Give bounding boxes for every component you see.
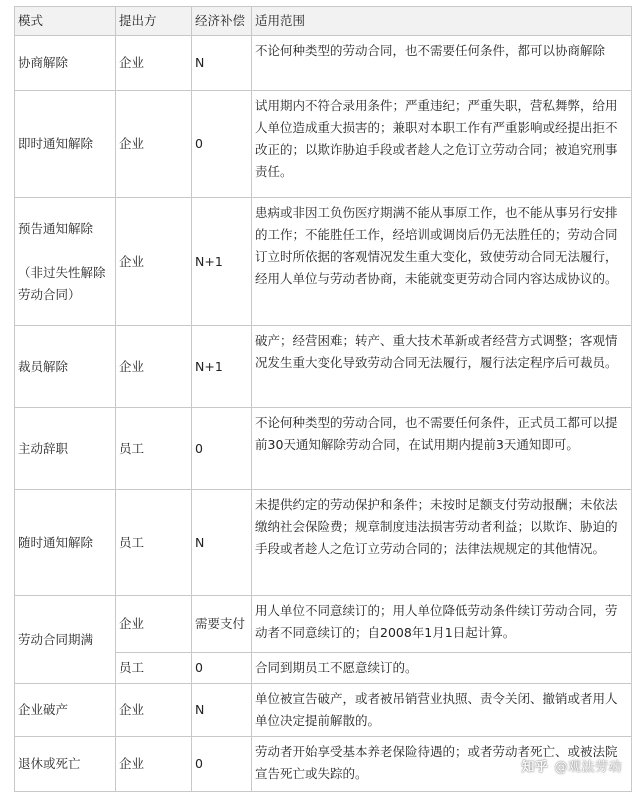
table-row bbox=[15, 596, 632, 653]
table-row bbox=[15, 326, 632, 408]
scope-cell: 合同到期员工不愿意续订的。 bbox=[252, 653, 632, 684]
table-row bbox=[15, 684, 632, 737]
compensation-cell: N bbox=[192, 490, 252, 596]
mode-cell: 随时通知解除 bbox=[15, 490, 116, 596]
party-cell: 企业 bbox=[116, 91, 192, 198]
mode-cell: 协商解除 bbox=[15, 36, 116, 91]
mode-label: 预告通知解除 bbox=[18, 220, 94, 236]
compensation-cell: N+1 bbox=[192, 326, 252, 408]
mode-cell: 劳动合同期满 bbox=[15, 596, 116, 684]
scope-cell: 不论何种类型的劳动合同，也不需要任何条件，正式员工都可以提前30天通知解除劳动合同，在试用期内提前3天通知即可。 bbox=[252, 408, 632, 490]
mode-cell: 退休或死亡 bbox=[15, 737, 116, 792]
compensation-cell: 需要支付 bbox=[192, 596, 252, 653]
header-mode: 模式 bbox=[15, 7, 116, 36]
mode-note: （非过失性解除劳动合同） bbox=[18, 264, 106, 302]
party-cell: 企业 bbox=[116, 326, 192, 408]
compensation-cell: N bbox=[192, 36, 252, 91]
scope-cell: 单位被宣告破产，或者被吊销营业执照、责令关闭、撤销或者用人单位决定提前解散的。 bbox=[252, 684, 632, 737]
table-row bbox=[15, 490, 632, 596]
scope-cell: 破产；经营困难；转产、重大技术革新或者经营方式调整；客观情况发生重大变化导致劳动合同无法履行，履行法定程序后可裁员。 bbox=[252, 326, 632, 408]
mode-cell: 即时通知解除 bbox=[15, 91, 116, 198]
party-cell: 企业 bbox=[116, 198, 192, 326]
mode-cell: 裁员解除 bbox=[15, 326, 116, 408]
compensation-cell: N+1 bbox=[192, 198, 252, 326]
table-row bbox=[15, 36, 632, 91]
party-cell: 员工 bbox=[116, 490, 192, 596]
mode-cell bbox=[15, 198, 116, 326]
mode-cell: 企业破产 bbox=[15, 684, 116, 737]
scope-cell: 用人单位不同意续订的；用人单位降低劳动条件续订劳动合同，劳动者不同意续订的；自2008年1月1日起计算。 bbox=[252, 596, 632, 653]
party-cell: 企业 bbox=[116, 596, 192, 653]
table-header-row bbox=[15, 7, 632, 36]
compensation-cell: 0 bbox=[192, 91, 252, 198]
compensation-cell: 0 bbox=[192, 408, 252, 490]
scope-cell: 试用期内不符合录用条件；严重违纪；严重失职，营私舞弊，给用人单位造成重大损害的；兼职对本职工作有严重影响或经提出拒不改正的；以欺诈胁迫手段或者趁人之危订立劳动合同；被追究刑事责任。 bbox=[252, 91, 632, 198]
mode-cell: 主动辞职 bbox=[15, 408, 116, 490]
scope-cell: 劳动者开始享受基本养老保险待遇的；或者劳动者死亡、或被法院宣告死亡或失踪的。 bbox=[252, 737, 632, 792]
party-cell: 员工 bbox=[116, 408, 192, 490]
scope-cell: 未提供约定的劳动保护和条件；未按时足额支付劳动报酬；未依法缴纳社会保险费；规章制度违法损害劳动者利益；以欺诈、胁迫的手段或者趁人之危订立劳动合同的；法律法规规定的其他情况。 bbox=[252, 490, 632, 596]
table-row bbox=[15, 198, 632, 326]
party-cell: 企业 bbox=[116, 36, 192, 91]
header-compensation: 经济补偿 bbox=[192, 7, 252, 36]
zhihu-watermark bbox=[521, 756, 622, 775]
header-scope: 适用范围 bbox=[252, 7, 632, 36]
table-row bbox=[15, 91, 632, 198]
compensation-cell: N bbox=[192, 684, 252, 737]
party-cell: 员工 bbox=[116, 653, 192, 684]
scope-cell: 患病或非因工负伤医疗期满不能从事原工作，也不能从事另行安排的工作；不能胜任工作，经培训或调岗后仍无法胜任的；劳动合同订立时所依据的客观情况发生重大变化，致使劳动合同无法履行，经用人单位与劳动者协商，未能就变更劳动合同内容达成协议的。 bbox=[252, 198, 632, 326]
compensation-cell: 0 bbox=[192, 737, 252, 792]
watermark-author: @观法劳动 bbox=[554, 760, 622, 775]
zhihu-logo: 知乎 bbox=[521, 760, 549, 775]
table-row bbox=[15, 408, 632, 490]
scope-cell: 不论何种类型的劳动合同，也不需要任何条件，都可以协商解除 bbox=[252, 36, 632, 91]
party-cell: 企业 bbox=[116, 684, 192, 737]
party-cell: 企业 bbox=[116, 737, 192, 792]
compensation-cell: 0 bbox=[192, 653, 252, 684]
termination-modes-table bbox=[14, 6, 632, 792]
header-party: 提出方 bbox=[116, 7, 192, 36]
